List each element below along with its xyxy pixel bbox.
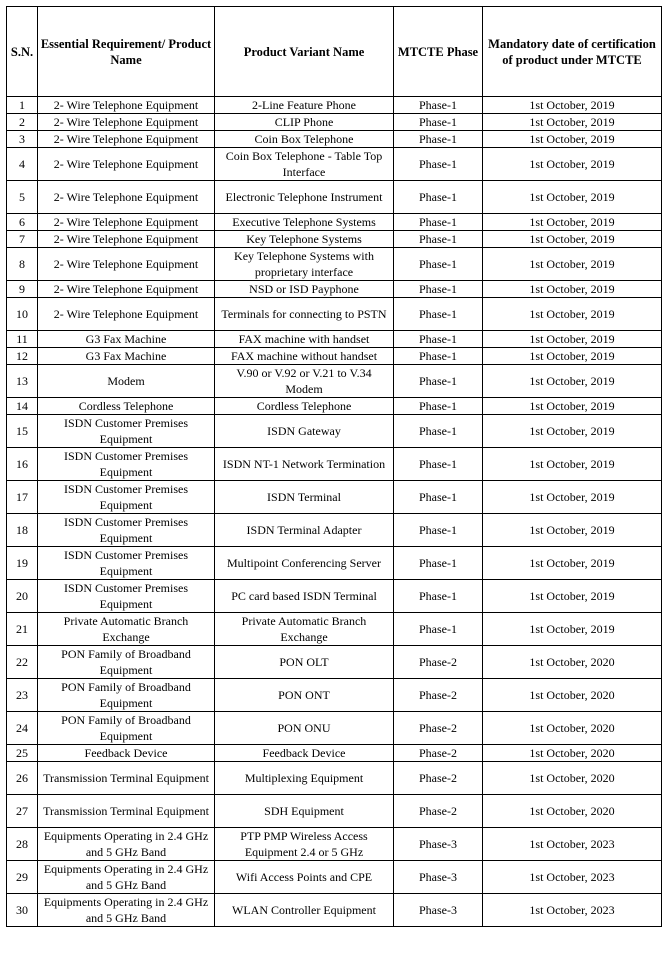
cell-product-variant: CLIP Phone xyxy=(215,114,394,131)
cell-essential-requirement: Cordless Telephone xyxy=(38,398,215,415)
cell-essential-requirement: PON Family of Broadband Equipment xyxy=(38,712,215,745)
table-row xyxy=(7,745,662,762)
cell-mtcte-phase: Phase-1 xyxy=(394,231,483,248)
cell-essential-requirement: ISDN Customer Premises Equipment xyxy=(38,481,215,514)
cell-essential-requirement: 2- Wire Telephone Equipment xyxy=(38,181,215,214)
cell-product-variant: FAX machine with handset xyxy=(215,331,394,348)
cell-mtcte-phase: Phase-1 xyxy=(394,281,483,298)
cell-mtcte-phase: Phase-1 xyxy=(394,114,483,131)
cell-product-variant: FAX machine without handset xyxy=(215,348,394,365)
cell-product-variant: PTP PMP Wireless Access Equipment 2.4 or 5 GHz xyxy=(215,828,394,861)
cell-product-variant: PON OLT xyxy=(215,646,394,679)
cell-product-variant: 2-Line Feature Phone xyxy=(215,97,394,114)
cell-mandatory-date: 1st October, 2019 xyxy=(483,448,662,481)
cell-mtcte-phase: Phase-1 xyxy=(394,348,483,365)
cell-mtcte-phase: Phase-1 xyxy=(394,298,483,331)
table-row xyxy=(7,348,662,365)
cell-mtcte-phase: Phase-1 xyxy=(394,481,483,514)
cell-essential-requirement: Transmission Terminal Equipment xyxy=(38,762,215,795)
cell-sn: 4 xyxy=(7,148,38,181)
table-row xyxy=(7,613,662,646)
cell-mtcte-phase: Phase-1 xyxy=(394,181,483,214)
cell-product-variant: Wifi Access Points and CPE xyxy=(215,861,394,894)
cell-mandatory-date: 1st October, 2019 xyxy=(483,114,662,131)
table-row xyxy=(7,214,662,231)
cell-essential-requirement: 2- Wire Telephone Equipment xyxy=(38,114,215,131)
cell-mandatory-date: 1st October, 2019 xyxy=(483,298,662,331)
cell-essential-requirement: ISDN Customer Premises Equipment xyxy=(38,580,215,613)
cell-mandatory-date: 1st October, 2020 xyxy=(483,679,662,712)
cell-mandatory-date: 1st October, 2019 xyxy=(483,481,662,514)
cell-sn: 3 xyxy=(7,131,38,148)
cell-mtcte-phase: Phase-1 xyxy=(394,97,483,114)
cell-essential-requirement: G3 Fax Machine xyxy=(38,331,215,348)
cell-sn: 12 xyxy=(7,348,38,365)
cell-mandatory-date: 1st October, 2019 xyxy=(483,131,662,148)
cell-mtcte-phase: Phase-2 xyxy=(394,762,483,795)
cell-sn: 8 xyxy=(7,248,38,281)
cell-essential-requirement: 2- Wire Telephone Equipment xyxy=(38,131,215,148)
cell-product-variant: NSD or ISD Payphone xyxy=(215,281,394,298)
cell-sn: 26 xyxy=(7,762,38,795)
cell-product-variant: Private Automatic Branch Exchange xyxy=(215,613,394,646)
cell-mandatory-date: 1st October, 2019 xyxy=(483,97,662,114)
cell-product-variant: ISDN NT-1 Network Termination xyxy=(215,448,394,481)
table-row xyxy=(7,762,662,795)
table-row xyxy=(7,331,662,348)
cell-mtcte-phase: Phase-3 xyxy=(394,861,483,894)
header-row xyxy=(7,7,662,97)
cell-mandatory-date: 1st October, 2019 xyxy=(483,415,662,448)
cell-mtcte-phase: Phase-2 xyxy=(394,646,483,679)
cell-mandatory-date: 1st October, 2019 xyxy=(483,231,662,248)
cell-product-variant: Coin Box Telephone - Table Top Interface xyxy=(215,148,394,181)
cell-sn: 10 xyxy=(7,298,38,331)
cell-sn: 21 xyxy=(7,613,38,646)
cell-sn: 16 xyxy=(7,448,38,481)
cell-product-variant: Multipoint Conferencing Server xyxy=(215,547,394,580)
cell-essential-requirement: Feedback Device xyxy=(38,745,215,762)
cell-mandatory-date: 1st October, 2019 xyxy=(483,331,662,348)
cell-sn: 11 xyxy=(7,331,38,348)
cell-mtcte-phase: Phase-1 xyxy=(394,331,483,348)
cell-mtcte-phase: Phase-2 xyxy=(394,679,483,712)
mtcte-certification-table xyxy=(6,6,662,927)
cell-sn: 20 xyxy=(7,580,38,613)
cell-mtcte-phase: Phase-2 xyxy=(394,795,483,828)
cell-mandatory-date: 1st October, 2019 xyxy=(483,148,662,181)
header-mtcte-phase: MTCTE Phase xyxy=(394,7,483,97)
table-row xyxy=(7,861,662,894)
cell-essential-requirement: Equipments Operating in 2.4 GHz and 5 GHz Band xyxy=(38,861,215,894)
cell-mtcte-phase: Phase-1 xyxy=(394,415,483,448)
cell-mtcte-phase: Phase-1 xyxy=(394,514,483,547)
cell-sn: 13 xyxy=(7,365,38,398)
cell-sn: 28 xyxy=(7,828,38,861)
cell-essential-requirement: ISDN Customer Premises Equipment xyxy=(38,547,215,580)
cell-mtcte-phase: Phase-2 xyxy=(394,712,483,745)
cell-product-variant: Feedback Device xyxy=(215,745,394,762)
table-row xyxy=(7,298,662,331)
cell-mtcte-phase: Phase-1 xyxy=(394,398,483,415)
table-row xyxy=(7,514,662,547)
cell-mtcte-phase: Phase-1 xyxy=(394,547,483,580)
cell-product-variant: Electronic Telephone Instrument xyxy=(215,181,394,214)
cell-sn: 14 xyxy=(7,398,38,415)
table-row xyxy=(7,481,662,514)
table-row xyxy=(7,114,662,131)
cell-product-variant: PC card based ISDN Terminal xyxy=(215,580,394,613)
table-row xyxy=(7,448,662,481)
cell-product-variant: PON ONU xyxy=(215,712,394,745)
header-essential-requirement: Essential Requirement/ Product Name xyxy=(38,7,215,97)
cell-product-variant: WLAN Controller Equipment xyxy=(215,894,394,927)
cell-sn: 1 xyxy=(7,97,38,114)
cell-product-variant: Key Telephone Systems with proprietary interface xyxy=(215,248,394,281)
cell-essential-requirement: ISDN Customer Premises Equipment xyxy=(38,415,215,448)
table-row xyxy=(7,181,662,214)
cell-mtcte-phase: Phase-1 xyxy=(394,248,483,281)
table-row xyxy=(7,712,662,745)
cell-product-variant: Executive Telephone Systems xyxy=(215,214,394,231)
cell-mtcte-phase: Phase-1 xyxy=(394,148,483,181)
cell-mandatory-date: 1st October, 2019 xyxy=(483,398,662,415)
cell-sn: 5 xyxy=(7,181,38,214)
table-row xyxy=(7,131,662,148)
cell-essential-requirement: PON Family of Broadband Equipment xyxy=(38,646,215,679)
cell-mtcte-phase: Phase-1 xyxy=(394,131,483,148)
cell-product-variant: ISDN Terminal Adapter xyxy=(215,514,394,547)
cell-sn: 25 xyxy=(7,745,38,762)
cell-mandatory-date: 1st October, 2019 xyxy=(483,547,662,580)
cell-mandatory-date: 1st October, 2019 xyxy=(483,580,662,613)
cell-essential-requirement: 2- Wire Telephone Equipment xyxy=(38,231,215,248)
cell-sn: 17 xyxy=(7,481,38,514)
cell-sn: 18 xyxy=(7,514,38,547)
cell-mandatory-date: 1st October, 2020 xyxy=(483,745,662,762)
cell-essential-requirement: 2- Wire Telephone Equipment xyxy=(38,281,215,298)
cell-mandatory-date: 1st October, 2020 xyxy=(483,646,662,679)
cell-sn: 2 xyxy=(7,114,38,131)
cell-product-variant: SDH Equipment xyxy=(215,795,394,828)
cell-essential-requirement: ISDN Customer Premises Equipment xyxy=(38,514,215,547)
cell-mandatory-date: 1st October, 2020 xyxy=(483,712,662,745)
cell-product-variant: Terminals for connecting to PSTN xyxy=(215,298,394,331)
cell-mtcte-phase: Phase-1 xyxy=(394,613,483,646)
cell-sn: 19 xyxy=(7,547,38,580)
cell-product-variant: ISDN Gateway xyxy=(215,415,394,448)
table-row xyxy=(7,828,662,861)
cell-mtcte-phase: Phase-1 xyxy=(394,214,483,231)
cell-mandatory-date: 1st October, 2020 xyxy=(483,762,662,795)
cell-sn: 22 xyxy=(7,646,38,679)
header-mandatory-date: Mandatory date of certification of product under MTCTE xyxy=(483,7,662,97)
cell-product-variant: Cordless Telephone xyxy=(215,398,394,415)
cell-mandatory-date: 1st October, 2019 xyxy=(483,281,662,298)
cell-mtcte-phase: Phase-2 xyxy=(394,745,483,762)
cell-essential-requirement: 2- Wire Telephone Equipment xyxy=(38,248,215,281)
table-row xyxy=(7,547,662,580)
cell-essential-requirement: Equipments Operating in 2.4 GHz and 5 GHz Band xyxy=(38,828,215,861)
cell-essential-requirement: G3 Fax Machine xyxy=(38,348,215,365)
table-row xyxy=(7,365,662,398)
cell-essential-requirement: 2- Wire Telephone Equipment xyxy=(38,97,215,114)
cell-sn: 15 xyxy=(7,415,38,448)
cell-product-variant: PON ONT xyxy=(215,679,394,712)
cell-sn: 30 xyxy=(7,894,38,927)
cell-mandatory-date: 1st October, 2019 xyxy=(483,181,662,214)
cell-essential-requirement: Equipments Operating in 2.4 GHz and 5 GHz Band xyxy=(38,894,215,927)
cell-product-variant: ISDN Terminal xyxy=(215,481,394,514)
cell-mandatory-date: 1st October, 2019 xyxy=(483,214,662,231)
cell-mtcte-phase: Phase-1 xyxy=(394,580,483,613)
cell-essential-requirement: 2- Wire Telephone Equipment xyxy=(38,214,215,231)
cell-mtcte-phase: Phase-1 xyxy=(394,365,483,398)
cell-sn: 24 xyxy=(7,712,38,745)
cell-essential-requirement: ISDN Customer Premises Equipment xyxy=(38,448,215,481)
cell-essential-requirement: PON Family of Broadband Equipment xyxy=(38,679,215,712)
header-sn: S.N. xyxy=(7,7,38,97)
cell-essential-requirement: 2- Wire Telephone Equipment xyxy=(38,148,215,181)
cell-essential-requirement: Modem xyxy=(38,365,215,398)
cell-mandatory-date: 1st October, 2020 xyxy=(483,795,662,828)
cell-product-variant: V.90 or V.92 or V.21 to V.34 Modem xyxy=(215,365,394,398)
table-row xyxy=(7,415,662,448)
cell-sn: 29 xyxy=(7,861,38,894)
cell-sn: 7 xyxy=(7,231,38,248)
table-row xyxy=(7,795,662,828)
table-row xyxy=(7,580,662,613)
cell-product-variant: Coin Box Telephone xyxy=(215,131,394,148)
cell-sn: 27 xyxy=(7,795,38,828)
cell-mtcte-phase: Phase-3 xyxy=(394,894,483,927)
cell-mtcte-phase: Phase-1 xyxy=(394,448,483,481)
cell-mandatory-date: 1st October, 2023 xyxy=(483,861,662,894)
cell-sn: 23 xyxy=(7,679,38,712)
table-row xyxy=(7,646,662,679)
cell-mandatory-date: 1st October, 2023 xyxy=(483,894,662,927)
cell-mtcte-phase: Phase-3 xyxy=(394,828,483,861)
header-product-variant: Product Variant Name xyxy=(215,7,394,97)
cell-product-variant: Key Telephone Systems xyxy=(215,231,394,248)
table-row xyxy=(7,248,662,281)
table-row xyxy=(7,679,662,712)
table-row xyxy=(7,894,662,927)
cell-mandatory-date: 1st October, 2023 xyxy=(483,828,662,861)
cell-product-variant: Multiplexing Equipment xyxy=(215,762,394,795)
table-row xyxy=(7,281,662,298)
cell-mandatory-date: 1st October, 2019 xyxy=(483,514,662,547)
table-row xyxy=(7,97,662,114)
table-row xyxy=(7,231,662,248)
cell-mandatory-date: 1st October, 2019 xyxy=(483,348,662,365)
cell-essential-requirement: Private Automatic Branch Exchange xyxy=(38,613,215,646)
cell-sn: 6 xyxy=(7,214,38,231)
cell-essential-requirement: 2- Wire Telephone Equipment xyxy=(38,298,215,331)
table-row xyxy=(7,148,662,181)
cell-mandatory-date: 1st October, 2019 xyxy=(483,613,662,646)
cell-mandatory-date: 1st October, 2019 xyxy=(483,248,662,281)
cell-sn: 9 xyxy=(7,281,38,298)
cell-mandatory-date: 1st October, 2019 xyxy=(483,365,662,398)
cell-essential-requirement: Transmission Terminal Equipment xyxy=(38,795,215,828)
table-row xyxy=(7,398,662,415)
